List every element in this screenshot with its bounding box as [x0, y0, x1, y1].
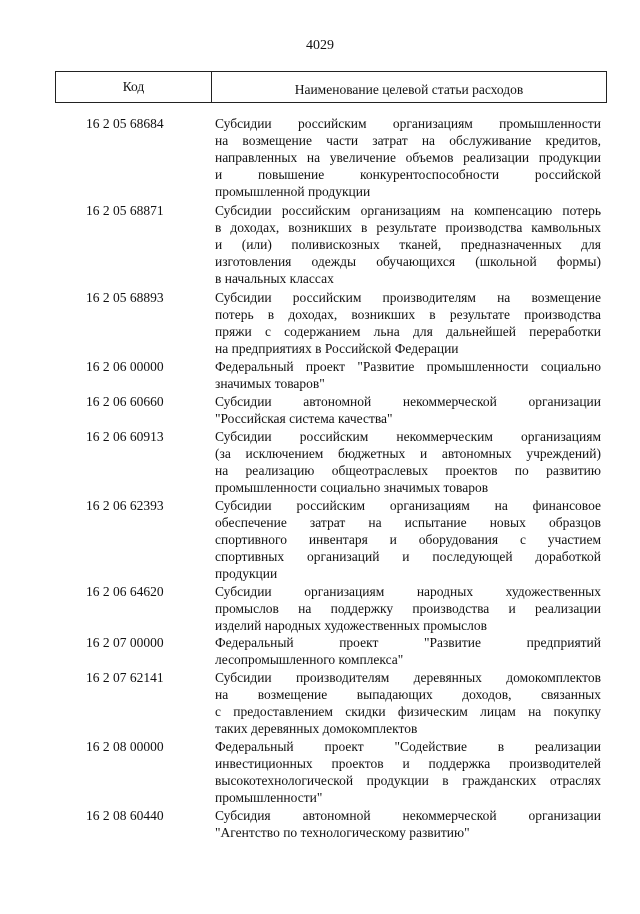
row-description — [215, 202, 601, 287]
description-line: инвестиционных проектов и поддержка производителей — [215, 756, 601, 771]
header-code: Код — [56, 72, 212, 102]
description-line: таких деревянных домокомплектов — [215, 721, 418, 736]
description-line: Субсидии производителям деревянных домокомплектов — [215, 670, 601, 685]
description-line: в начальных классах — [215, 271, 334, 286]
description-line: лесопромышленного комплекса" — [215, 652, 404, 667]
row-code: 16 2 06 64620 — [86, 584, 164, 599]
description-line: Субсидии автономной некоммерческой организации — [215, 394, 601, 409]
description-line: промышленности" — [215, 790, 323, 805]
description-line: на реализацию общеотраслевых проектов по развитию — [215, 463, 601, 478]
description-line: Федеральный проект "Содействие в реализации — [215, 739, 601, 754]
row-description — [215, 497, 601, 582]
description-line: спортивного инвентаря и оборудования с участием — [215, 532, 601, 547]
description-line: с предоставлением скидки физическим лицам на покупку — [215, 704, 601, 719]
row-description — [215, 393, 601, 427]
description-line: направленных на увеличение объемов реализации продукции — [215, 150, 601, 165]
description-line: высокотехнологической продукции в гражданских отраслях — [215, 773, 601, 788]
row-code: 16 2 06 60660 — [86, 394, 164, 409]
description-line: Федеральный проект "Развитие промышленности социально — [215, 359, 601, 374]
description-line: Субсидии российским организациям промышленности — [215, 116, 601, 131]
description-line: и (или) поливискозных тканей, предназначенных для — [215, 237, 601, 252]
description-line: Субсидии российским некоммерческим организациям — [215, 429, 601, 444]
row-code: 16 2 05 68871 — [86, 203, 164, 218]
description-line: продукции — [215, 566, 278, 581]
row-code: 16 2 06 00000 — [86, 359, 164, 374]
row-description — [215, 289, 601, 357]
row-description — [215, 428, 601, 496]
description-line: (за исключением бюджетных и автономных учреждений) — [215, 446, 601, 461]
row-description — [215, 738, 601, 806]
description-line: промышленной продукции — [215, 184, 371, 199]
row-code: 16 2 05 68684 — [86, 116, 164, 131]
row-description — [215, 634, 601, 668]
row-code: 16 2 06 60913 — [86, 429, 164, 444]
row-description — [215, 583, 601, 634]
description-line: на предприятиях в Российской Федерации — [215, 341, 459, 356]
row-code: 16 2 06 62393 — [86, 498, 164, 513]
description-line: значимых товаров" — [215, 376, 325, 391]
row-code: 16 2 08 00000 — [86, 739, 164, 754]
description-line: "Российская система качества" — [215, 411, 393, 426]
description-line: обеспечение затрат на испытание новых образцов — [215, 515, 601, 530]
page-number: 4029 — [306, 38, 334, 53]
description-line: Субсидии российским организациям на финансовое — [215, 498, 601, 513]
header-name: Наименование целевой статьи расходов — [294, 82, 524, 97]
description-line: пряжи с содержанием льна для дальнейшей переработки — [215, 324, 601, 339]
table-header — [55, 71, 607, 103]
row-description — [215, 807, 601, 841]
description-line: на возмещение выпадающих доходов, связанных — [215, 687, 601, 702]
row-code: 16 2 07 62141 — [86, 670, 164, 685]
description-line: Субсидии российским производителям на возмещение — [215, 290, 601, 305]
description-line: и повышение конкурентоспособности российской — [215, 167, 601, 182]
row-description — [215, 669, 601, 737]
description-line: изделий народных художественных промыслов — [215, 618, 488, 633]
description-line: промышленности социально значимых товаров — [215, 480, 489, 495]
description-line: Федеральный проект "Развитие предприятий — [215, 635, 601, 650]
description-line: "Агентство по технологическому развитию" — [215, 825, 470, 840]
description-line: изготовления одежды обучающихся (школьной формы) — [215, 254, 601, 269]
description-line: Субсидии организациям народных художественных — [215, 584, 601, 599]
description-line: на возмещение части затрат на обслуживание кредитов, — [215, 133, 601, 148]
row-description — [215, 115, 601, 200]
description-line: Субсидии российским организациям на компенсацию потерь — [215, 203, 601, 218]
row-code: 16 2 05 68893 — [86, 290, 164, 305]
description-line: Субсидия автономной некоммерческой организации — [215, 808, 601, 823]
description-line: промыслов на поддержку производства и реализации — [215, 601, 601, 616]
row-description — [215, 358, 601, 392]
row-code: 16 2 07 00000 — [86, 635, 164, 650]
description-line: в доходах, возникших в результате производства камвольных — [215, 220, 601, 235]
description-line: потерь в доходах, возникших в результате производства — [215, 307, 601, 322]
row-code: 16 2 08 60440 — [86, 808, 164, 823]
description-line: спортивных организаций и последующей доработкой — [215, 549, 601, 564]
